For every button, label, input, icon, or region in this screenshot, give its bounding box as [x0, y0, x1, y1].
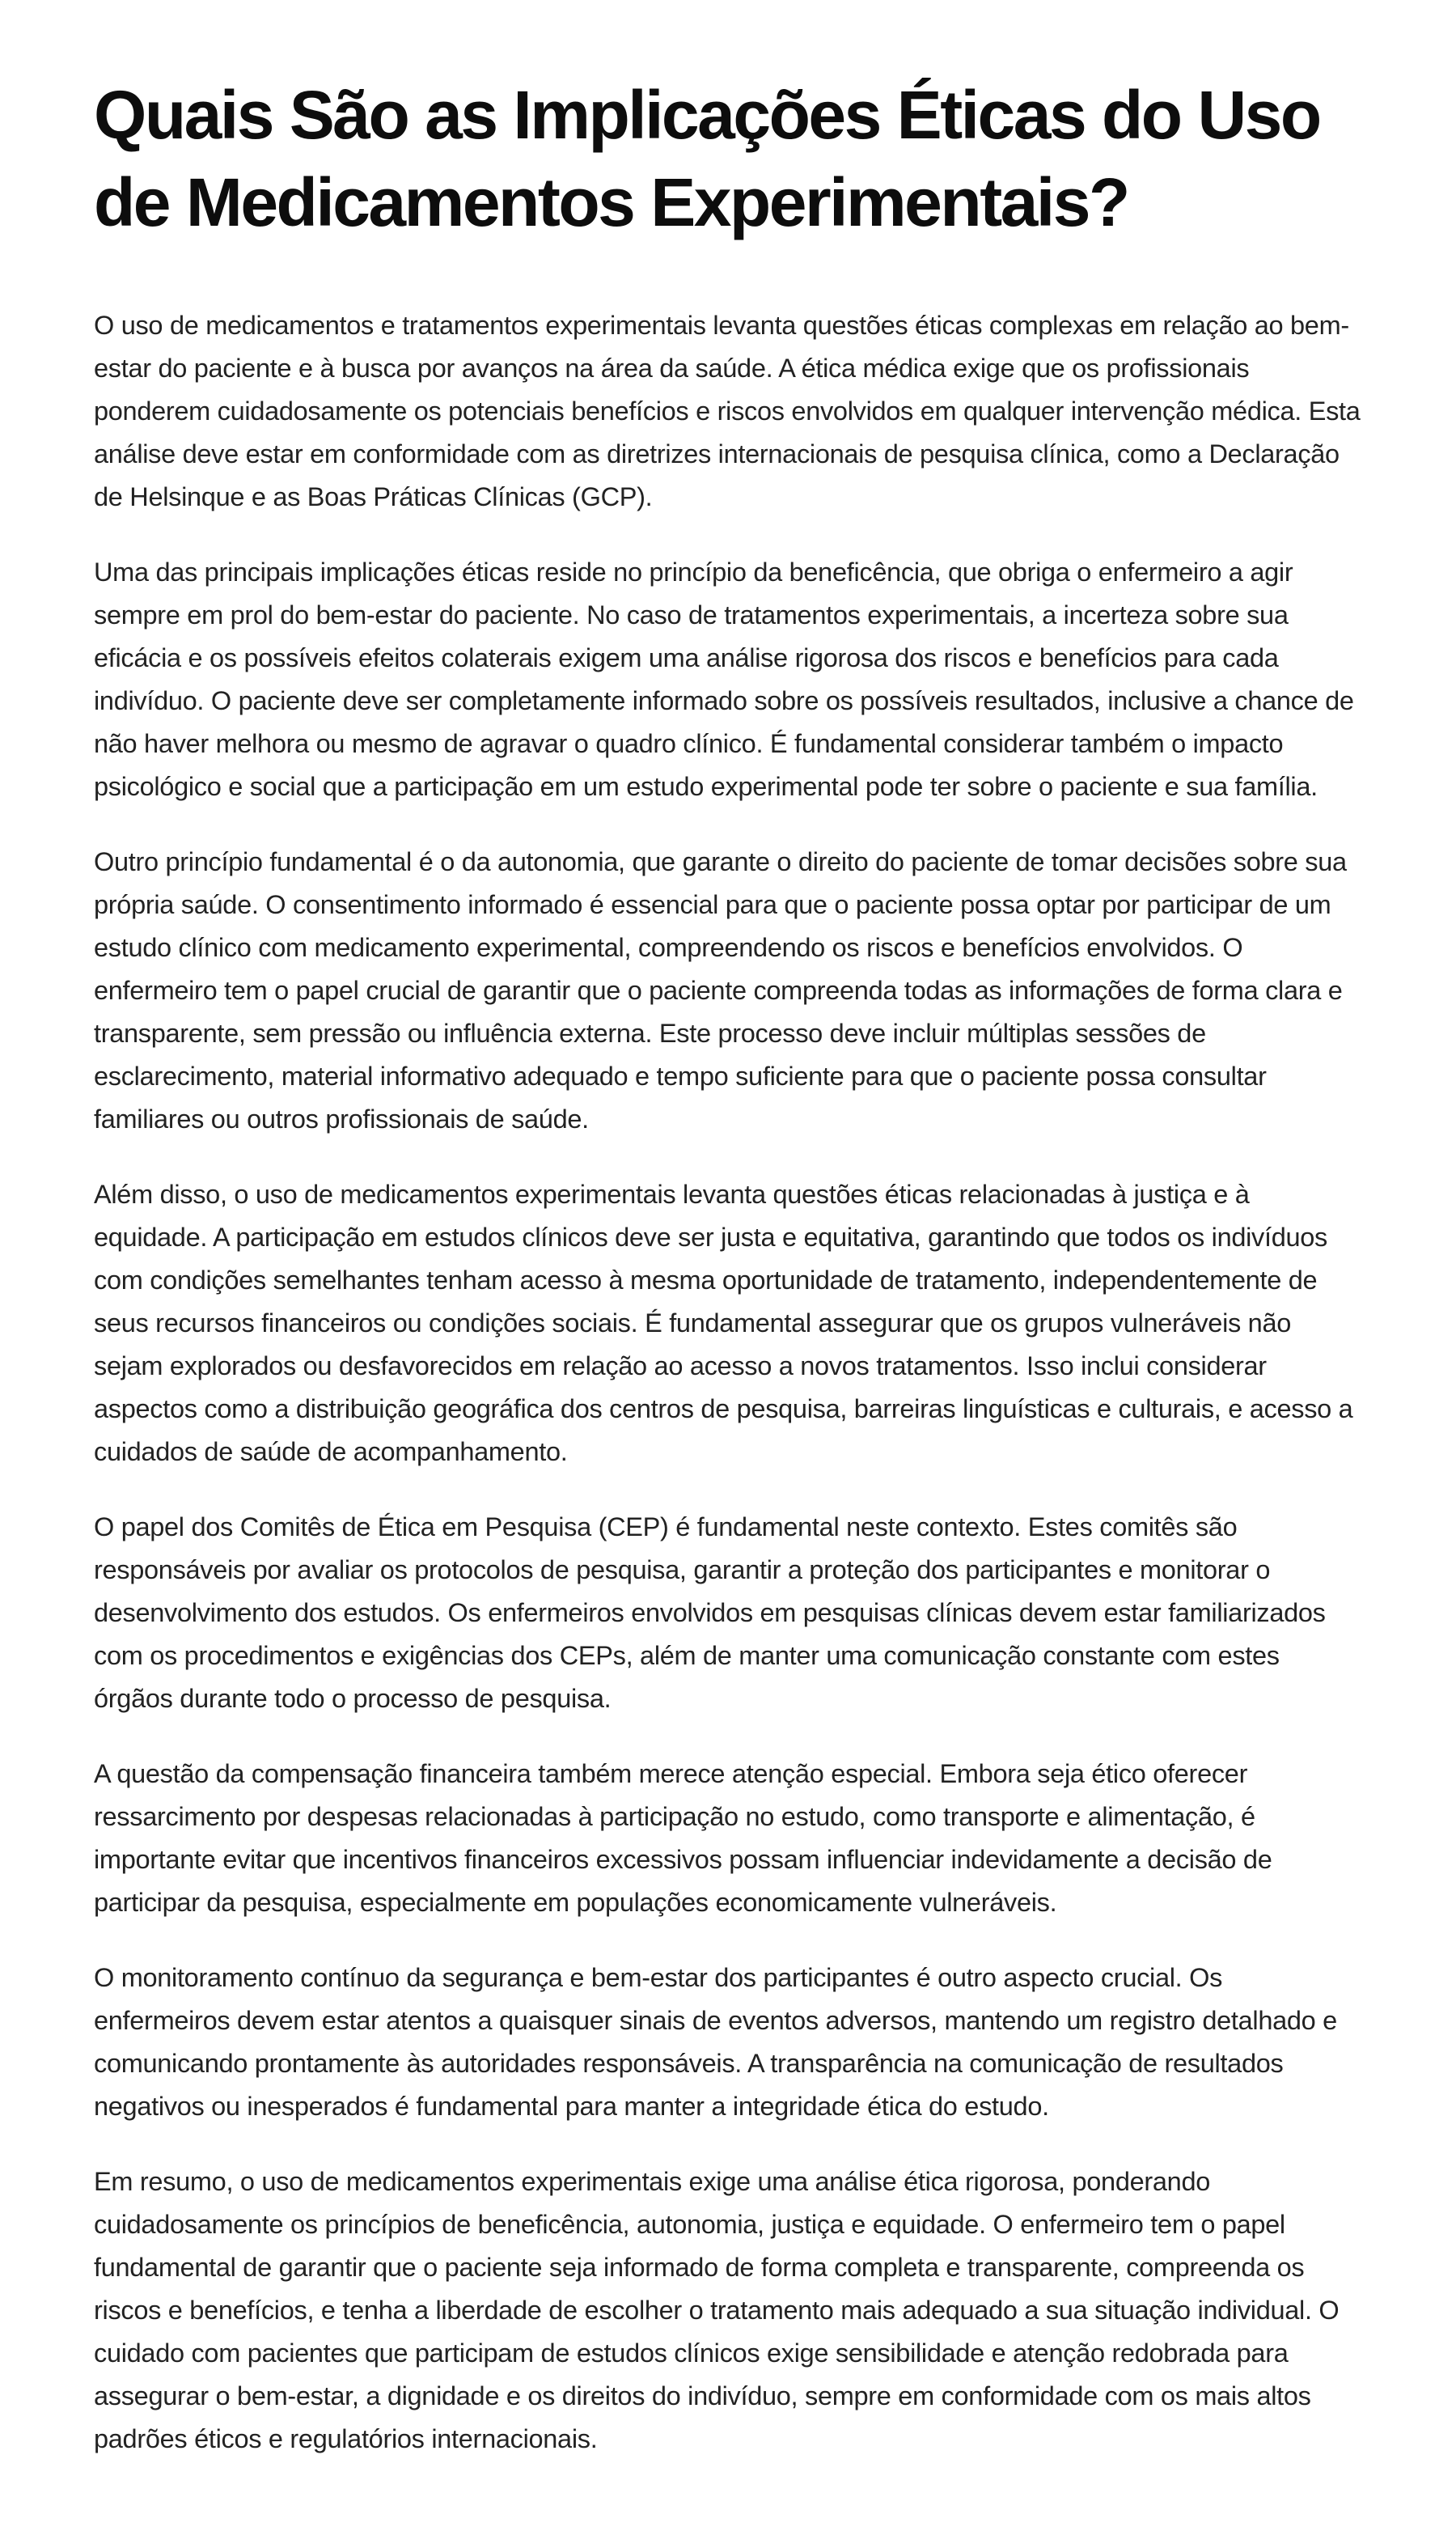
paragraph-beneficence: Uma das principais implicações éticas reside no princípio da beneficência, que obriga o enfermeiro a agir sempre em prol do bem-estar do paciente. No caso de tratamentos experimentais, a incerteza sobre sua eficácia e os possíveis efeitos colaterais exigem uma análise rigorosa dos riscos e benefícios para cada indivíduo. O paciente deve ser completamente informado sobre os possíveis resultados, inclusive a chance de não haver melhora ou mesmo de agravar o quadro clínico. É fundamental considerar também o impacto psicológico e social que a participação em um estudo experimental pode ter sobre o paciente e sua família. — [94, 558, 1354, 801]
page-title: Quais São as Implicações Éticas do Uso de Medicamentos Experimentais? — [94, 77, 1320, 240]
paragraph-helsinki-intro: O uso de medicamentos e tratamentos experimentais levanta questões éticas complexas em relação ao bem-estar do paciente e à busca por avanços na área da saúde. A ética médica exige que os profissionais ponderem cuidadosamente os potenciais benefícios e riscos envolvidos em qualquer intervenção médica. Esta análise deve estar em conformidade com as diretrizes internacionais de pesquisa clínica, como a Declaração de Helsinque e as Boas Práticas Clínicas (GCP). — [94, 311, 1361, 511]
paragraph-financial-compensation: A questão da compensação financeira também merece atenção especial. Embora seja ético oferecer ressarcimento por despesas relacionadas à participação no estudo, como transporte e alimentação, é importante evitar que incentivos financeiros excessivos possam influenciar indevidamente a decisão de participar da pesquisa, especialmente em populações economicamente vulneráveis. — [94, 1759, 1272, 1917]
paragraph-summary: Em resumo, o uso de medicamentos experimentais exige uma análise ética rigorosa, ponderando cuidadosamente os princípios de beneficência, autonomia, justiça e equidade. O enfermeiro tem o papel fundamental de garantir que o paciente seja informado de forma completa e transparente, compreenda os riscos e benefícios, e tenha a liberdade de escolher o tratamento mais adequado a sua situação individual. O cuidado com pacientes que participam de estudos clínicos exige sensibilidade e atenção redobrada para assegurar o bem-estar, a dignidade e os direitos do indivíduo, sempre em conformidade com os mais altos padrões éticos e regulatórios internacionais. — [94, 2167, 1340, 2453]
paragraph-autonomy: Outro princípio fundamental é o da autonomia, que garante o direito do paciente de tomar decisões sobre sua própria saúde. O consentimento informado é essencial para que o paciente possa optar por participar de um estudo clínico com medicamento experimental, compreendendo os riscos e benefícios envolvidos. O enfermeiro tem o papel crucial de garantir que o paciente compreenda todas as informações de forma clara e transparente, sem pressão ou influência externa. Este processo deve incluir múltiplas sessões de esclarecimento, material informativo adequado e tempo suficiente para que o paciente possa consultar familiares ou outros profissionais de saúde. — [94, 847, 1347, 1134]
paragraph-ethics-committees: O papel dos Comitês de Ética em Pesquisa (CEP) é fundamental neste contexto. Estes comitês são responsáveis por avaliar os protocolos de pesquisa, garantir a proteção dos participantes e monitorar o desenvolvimento dos estudos. Os enfermeiros envolvidos em pesquisas clínicas devem estar familiarizados com os procedimentos e exigências dos CEPs, além de manter uma comunicação constante com estes órgãos durante todo o processo de pesquisa. — [94, 1512, 1326, 1713]
paragraph-justice-equity: Além disso, o uso de medicamentos experimentais levanta questões éticas relacionadas à justiça e à equidade. A participação em estudos clínicos deve ser justa e equitativa, garantindo que todos os indivíduos com condições semelhantes tenham acesso à mesma oportunidade de tratamento, independentemente de seus recursos financeiros ou condições sociais. É fundamental assegurar que os grupos vulneráveis não sejam explorados ou desfavorecidos em relação ao acesso a novos tratamentos. Isso inclui considerar aspectos como a distribuição geográfica dos centros de pesquisa, barreiras linguísticas e culturais, e acesso a cuidados de saúde de acompanhamento. — [94, 1180, 1353, 1466]
paragraph-safety-monitoring: O monitoramento contínuo da segurança e bem-estar dos participantes é outro aspecto crucial. Os enfermeiros devem estar atentos a quaisquer sinais de eventos adversos, mantendo um registro detalhado e comunicando prontamente às autoridades responsáveis. A transparência na comunicação de resultados negativos ou inesperados é fundamental para manter a integridade ética do estudo. — [94, 1963, 1337, 2121]
